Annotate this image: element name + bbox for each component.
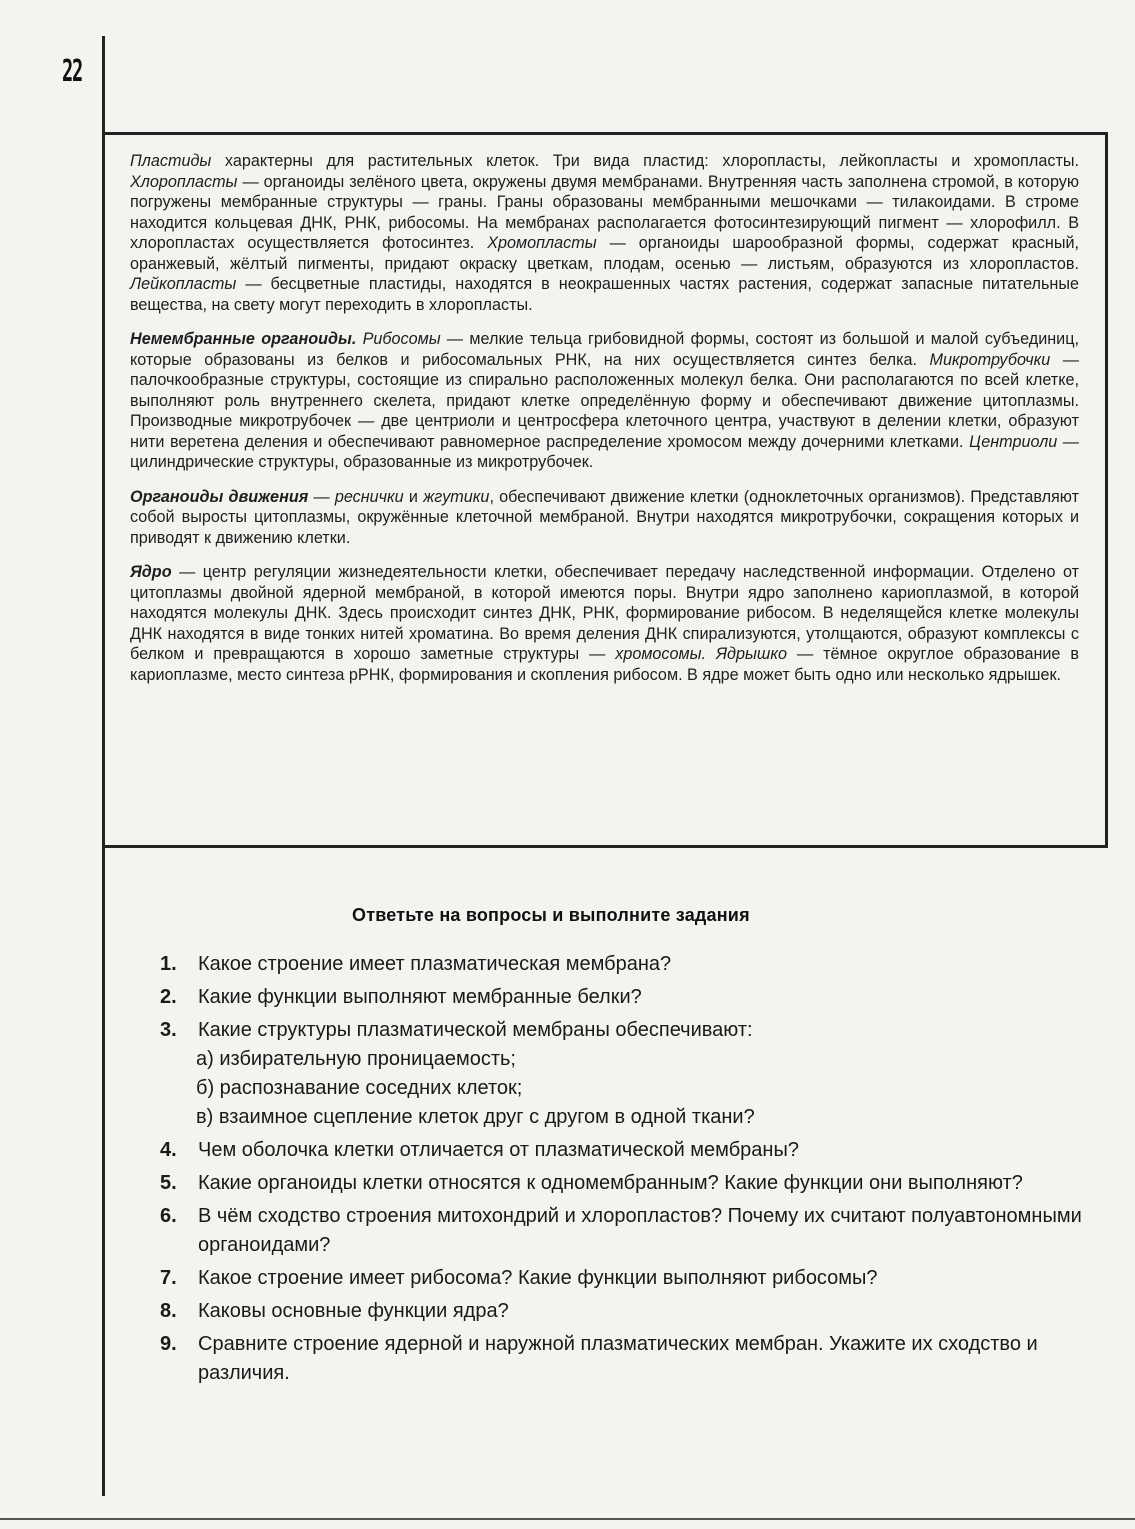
term-flagella: жгутики xyxy=(423,487,490,506)
question-text: Какие функции выполняют мембранные белки? xyxy=(198,986,642,1008)
question-subitem: в) взаимное сцепление клеток друг с другом в одной ткани? xyxy=(196,1106,755,1128)
heading-motion: Органоиды движения xyxy=(130,487,309,506)
paragraph-nucleus xyxy=(130,562,1079,685)
bottom-rule xyxy=(0,1518,1135,1520)
term-plastids: Пластиды xyxy=(130,152,212,170)
term-microtubules: Микротрубочки xyxy=(929,350,1051,369)
question-text: Какое строение имеет рибосома? Какие функции выполняют рибосомы? xyxy=(198,1267,878,1289)
text: — тёмное округлое образование в кариоплазме, место синтеза рРНК, формирования и скопления рибосом. В ядре может быть одно или несколько ядрышек. xyxy=(130,645,1079,684)
term-leucoplasts: Лейкопласты xyxy=(130,275,237,293)
question-item xyxy=(160,1016,1088,1132)
text: — органоиды зелёного цвета, окружены двумя мембранами. Внутренняя часть заполнена стромой, в которую погружены мембранные структуры — граны. Граны образованы мембранными мешочками — тилакоидами. В строме находится кольцевая ДНК, РНК, рибосомы. На мембранах располагается фотосинтезирующий пигмент — хлорофилл. В хлоропластах осуществляется фотосинтез. xyxy=(130,172,1079,252)
paragraph-motion xyxy=(130,487,1079,549)
question-number: 3. xyxy=(160,1019,177,1041)
question-item xyxy=(160,983,1088,1012)
question-item xyxy=(160,1169,1088,1198)
term-chloroplasts: Хлоропласты xyxy=(130,172,238,191)
question-text: Каковы основные функции ядра? xyxy=(198,1300,509,1322)
text: — органоиды шарообразной формы, содержат красный, оранжевый, жёлтый пигменты, придают окраску цветкам, плодам, осенью — листьям, образуются из хлоропластов. xyxy=(130,234,1079,273)
text: характерны для растительных клеток. Три вида пластид: хлоропласты, лейкопласты и хромопласты. xyxy=(211,152,1079,170)
term-ribosomes: Рибосомы xyxy=(362,330,441,348)
question-item xyxy=(160,1264,1088,1293)
question-text: Какие структуры плазматической мембраны обеспечивают: xyxy=(198,1019,753,1041)
page-number: 22 xyxy=(62,54,82,89)
text: , обеспечивают движение клетки (одноклеточных организмов). Представляют собой выросты цитоплазмы, окружённые клеточной мембраной. Внутри находятся микротрубочки, сокращения которых и приводят к движению клетки. xyxy=(130,487,1079,547)
question-text: Какое строение имеет плазматическая мембрана? xyxy=(198,953,672,975)
text: — мелкие тельца грибовидной формы, состоят из большой и малой субъединиц, которые образованы из белков и рибосомальных РНК, на них осуществляется синтез белка. xyxy=(130,330,1079,369)
question-number: 7. xyxy=(160,1267,177,1289)
question-number: 4. xyxy=(160,1139,177,1161)
term-chromoplasts: Хромопласты xyxy=(487,234,597,252)
info-box xyxy=(104,132,1108,848)
heading-nonmembrane: Немембранные органоиды. xyxy=(130,330,357,348)
questions-list xyxy=(160,950,1088,1392)
question-number: 2. xyxy=(160,986,177,1008)
question-item xyxy=(160,1136,1088,1165)
term-cilia: реснички xyxy=(334,487,404,506)
question-number: 8. xyxy=(160,1300,177,1322)
question-text: В чём сходство строения митохондрий и хлоропластов? Почему их считают полуавтономными органоидами? xyxy=(198,1205,1082,1256)
question-number: 6. xyxy=(160,1205,177,1227)
question-subitem: б) распознавание соседних клеток; xyxy=(196,1077,523,1099)
text: и xyxy=(403,487,424,506)
question-item xyxy=(160,1202,1088,1260)
question-number: 1. xyxy=(160,953,177,975)
text: — палочкообразные структуры, состоящие из спирально расположенных молекул белка. Они располагаются по всей клетке, выполняют роль внутреннего скелета, придают клетке определённую форму и обеспечивают движение цитоплазмы. Производные микротрубочек — две центриоли и центросфера клеточного центра, участвуют в делении клетки, образуют нити веретена деления и обеспечивают равномерное распределение хромосом между дочерними клетками. xyxy=(130,350,1079,451)
question-text: Чем оболочка клетки отличается от плазматической мембраны? xyxy=(198,1139,799,1161)
question-subitem: а) избирательную проницаемость; xyxy=(196,1048,516,1070)
term-centrioles: Центриоли xyxy=(969,432,1058,451)
question-number: 9. xyxy=(160,1333,177,1355)
question-text: Какие органоиды клетки относятся к одномембранным? Какие функции они выполняют? xyxy=(198,1172,1023,1194)
paragraph-nonmembrane xyxy=(130,329,1079,473)
paragraph-plastids xyxy=(130,151,1079,315)
heading-nucleus: Ядро xyxy=(130,563,172,581)
text: — xyxy=(308,487,335,506)
question-text: Сравните строение ядерной и наружной плазматических мембран. Укажите их сходство и различия. xyxy=(198,1333,1038,1384)
question-item xyxy=(160,1330,1088,1388)
term-chromosomes-nucleolus: хромосомы. Ядрышко xyxy=(615,645,787,663)
text: — бесцветные пластиды, находятся в неокрашенных частях растения, содержат запасные питательные вещества, на свету могут переходить в хлоропласты. xyxy=(130,275,1079,314)
text: — центр регуляции жизнедеятельности клетки, обеспечивает передачу наследственной информации. Отделено от цитоплазмы двойной ядерной мембраной, в которой имеются поры. Внутри ядро заполнено кариоплазмой, в которой находятся молекулы ДНК. Здесь происходит синтез ДНК, РНК, формирование рибосом. В неделящейся клетке молекулы ДНК находятся в виде тонких нитей хроматина. Во время деления ДНК спирализуются, утолщаются, образуют комплексы с белком и превращаются в хорошо заметные структуры — xyxy=(130,563,1079,663)
question-item xyxy=(160,1297,1088,1326)
question-item xyxy=(160,950,1088,979)
questions-title: Ответьте на вопросы и выполните задания xyxy=(352,905,750,925)
text: — цилиндрические структуры, образованные из микротрубочек. xyxy=(130,432,1079,471)
question-number: 5. xyxy=(160,1172,177,1194)
